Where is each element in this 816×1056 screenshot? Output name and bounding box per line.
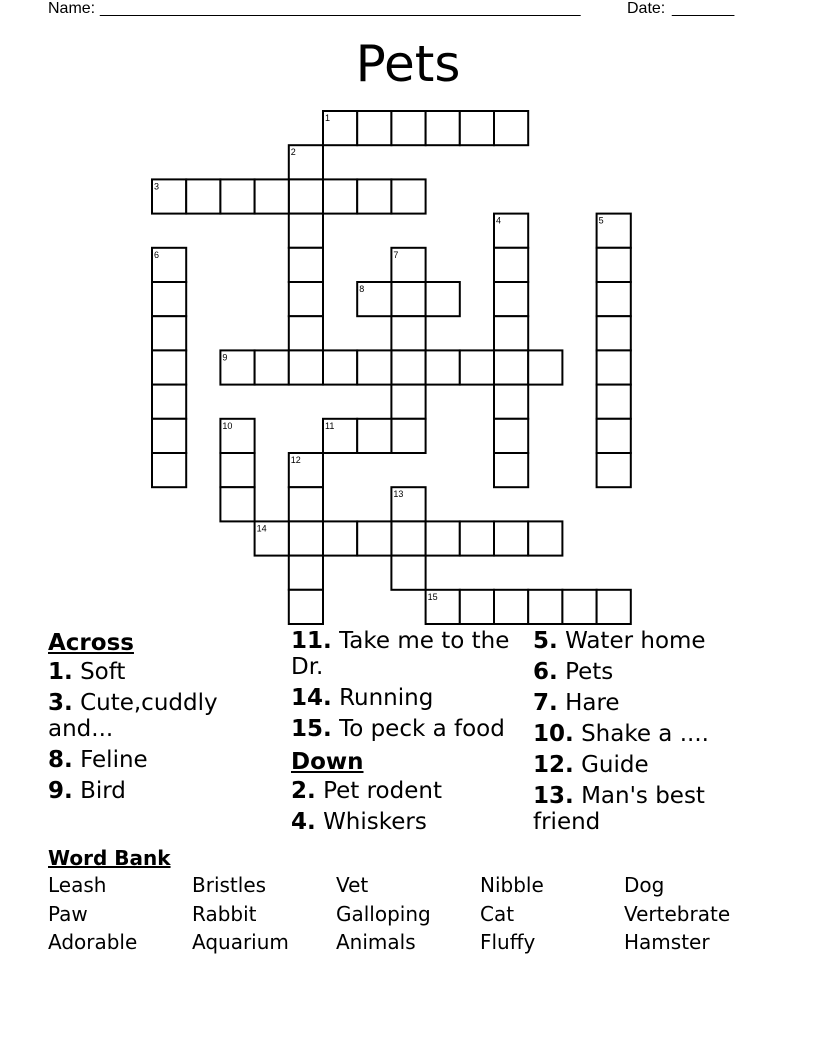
crossword-cell[interactable] xyxy=(152,316,186,350)
crossword-cell[interactable] xyxy=(220,350,254,384)
crossword-cell[interactable] xyxy=(255,179,289,213)
crossword-cell[interactable] xyxy=(289,282,323,316)
clue-across-14 xyxy=(291,685,526,711)
crossword-cell[interactable] xyxy=(494,385,528,419)
cell-number: 2 xyxy=(290,147,296,158)
crossword-cell[interactable] xyxy=(255,521,289,555)
crossword-cell[interactable] xyxy=(220,453,254,487)
cell-number: 7 xyxy=(393,249,399,260)
clue-number: 2. xyxy=(291,778,316,804)
clue-number: 1. xyxy=(48,659,73,685)
crossword-cell[interactable] xyxy=(323,111,357,145)
crossword-cell[interactable] xyxy=(597,248,631,282)
word-bank-item: Adorable xyxy=(48,930,138,954)
clue-across-15 xyxy=(291,716,526,742)
crossword-cell[interactable] xyxy=(494,590,528,624)
cell-number: 8 xyxy=(359,284,365,294)
crossword-cell[interactable] xyxy=(152,350,186,384)
crossword-cell[interactable] xyxy=(220,179,254,213)
crossword-cell[interactable] xyxy=(152,453,186,487)
crossword-cell[interactable] xyxy=(186,179,220,213)
crossword-cell[interactable] xyxy=(597,214,631,248)
clue-across-8 xyxy=(48,747,278,773)
clue-text: Guide xyxy=(581,752,649,778)
word-bank-item: Vet xyxy=(336,873,369,897)
crossword-cell[interactable] xyxy=(391,419,425,453)
clue-number: 5. xyxy=(533,628,558,654)
clue-down-5 xyxy=(533,628,773,654)
clue-number: 4. xyxy=(291,809,316,835)
clue-across-9 xyxy=(48,778,278,804)
crossword-cell[interactable] xyxy=(562,590,596,624)
cell-number: 6 xyxy=(154,249,160,260)
clue-down-10 xyxy=(533,721,773,747)
crossword-cell[interactable] xyxy=(494,248,528,282)
word-bank-item: Rabbit xyxy=(192,902,257,926)
crossword-cell[interactable] xyxy=(152,179,186,213)
crossword-cell[interactable] xyxy=(597,419,631,453)
crossword-cell[interactable] xyxy=(597,590,631,624)
clue-text: Shake a .... xyxy=(581,721,709,747)
crossword-cell[interactable] xyxy=(597,453,631,487)
crossword-cell[interactable] xyxy=(357,350,391,384)
crossword-cell[interactable] xyxy=(357,111,391,145)
crossword-cell[interactable] xyxy=(152,248,186,282)
cell-number: 13 xyxy=(393,489,404,500)
crossword-cell[interactable] xyxy=(289,214,323,248)
clue-text: Pet rodent xyxy=(323,778,442,804)
crossword-cell[interactable] xyxy=(426,111,460,145)
crossword-cell[interactable] xyxy=(391,385,425,419)
clue-down-2 xyxy=(291,778,526,804)
clue-text: Hare xyxy=(565,690,620,716)
crossword-cell[interactable] xyxy=(289,248,323,282)
clue-down-4 xyxy=(291,809,526,835)
crossword-cell[interactable] xyxy=(494,282,528,316)
clue-number: 7. xyxy=(533,690,558,716)
clue-text: Whiskers xyxy=(323,809,427,835)
crossword-cell[interactable] xyxy=(323,521,357,555)
cell-number: 4 xyxy=(496,215,502,226)
crossword-cell[interactable] xyxy=(597,385,631,419)
crossword-cell[interactable] xyxy=(528,350,562,384)
word-bank-item: Fluffy xyxy=(480,930,536,954)
cell-number: 3 xyxy=(154,181,160,192)
clue-text: Man's best friend xyxy=(533,783,705,835)
crossword-cell[interactable] xyxy=(426,521,460,555)
clue-number: 10. xyxy=(533,721,574,747)
across-heading: Across xyxy=(48,630,134,656)
clue-number: 13. xyxy=(533,783,574,809)
word-bank-item: Cat xyxy=(480,902,515,926)
crossword-cell[interactable] xyxy=(289,316,323,350)
clue-number: 11. xyxy=(291,628,332,654)
date-field[interactable]: _______ xyxy=(672,0,735,17)
cell-number: 15 xyxy=(427,591,438,602)
clue-column-3 xyxy=(533,628,773,840)
word-bank-item: Dog xyxy=(624,873,665,897)
crossword-cell[interactable] xyxy=(289,521,323,555)
crossword-cell[interactable] xyxy=(494,316,528,350)
clue-across-3 xyxy=(48,690,278,742)
clue-text: Pets xyxy=(565,659,614,685)
crossword-cell[interactable] xyxy=(152,419,186,453)
crossword-cell[interactable] xyxy=(426,590,460,624)
cell-number: 1 xyxy=(325,113,331,123)
clue-text: Bird xyxy=(80,778,126,804)
crossword-cell[interactable] xyxy=(152,385,186,419)
page-title: Pets xyxy=(355,35,461,93)
crossword-cell[interactable] xyxy=(289,590,323,624)
crossword-cell[interactable] xyxy=(357,521,391,555)
crossword-cell[interactable] xyxy=(323,419,357,453)
crossword-cell[interactable] xyxy=(494,350,528,384)
crossword-cell[interactable] xyxy=(391,556,425,590)
word-bank-item: Vertebrate xyxy=(624,902,731,926)
word-bank-title: Word Bank xyxy=(48,846,171,870)
clue-across-11 xyxy=(291,628,526,680)
crossword-cell[interactable] xyxy=(597,316,631,350)
crossword-cell[interactable] xyxy=(391,521,425,555)
crossword-cell[interactable] xyxy=(391,248,425,282)
crossword-cell[interactable] xyxy=(426,350,460,384)
crossword-cell[interactable] xyxy=(289,145,323,179)
crossword-cell[interactable] xyxy=(289,487,323,521)
crossword-cell[interactable] xyxy=(494,111,528,145)
crossword-cell[interactable] xyxy=(391,282,425,316)
crossword-cell[interactable] xyxy=(220,419,254,453)
date-label: Date: xyxy=(627,0,666,17)
clue-down-7 xyxy=(533,690,773,716)
cell-number: 9 xyxy=(222,352,228,363)
cell-number: 11 xyxy=(325,420,335,431)
crossword-cell[interactable] xyxy=(220,487,254,521)
crossword-cell[interactable] xyxy=(460,111,494,145)
crossword-cell[interactable] xyxy=(460,590,494,624)
word-bank-item: Leash xyxy=(48,873,107,897)
word-bank-item: Paw xyxy=(48,902,88,926)
clue-text: Feline xyxy=(80,747,148,773)
clue-number: 3. xyxy=(48,690,73,716)
clue-number: 6. xyxy=(533,659,558,685)
crossword-cell[interactable] xyxy=(494,453,528,487)
clue-text: Cute,cuddly and... xyxy=(48,690,218,742)
crossword-cell[interactable] xyxy=(494,521,528,555)
cell-number: 5 xyxy=(598,215,604,226)
crossword-cell[interactable] xyxy=(528,590,562,624)
header xyxy=(48,0,748,20)
word-bank-item: Bristles xyxy=(192,873,267,897)
name-label: Name: xyxy=(48,0,96,17)
word-bank-item: Animals xyxy=(336,930,416,954)
crossword-cell[interactable] xyxy=(597,282,631,316)
crossword-cell[interactable] xyxy=(289,453,323,487)
crossword-cell[interactable] xyxy=(391,487,425,521)
word-bank-item: Galloping xyxy=(336,902,431,926)
clue-column-2 xyxy=(291,628,526,840)
crossword-cell[interactable] xyxy=(357,282,391,316)
name-field[interactable]: ______________________________________________________ xyxy=(100,0,581,17)
cell-number: 14 xyxy=(256,523,267,534)
crossword-cell[interactable] xyxy=(597,350,631,384)
crossword-cell[interactable] xyxy=(391,111,425,145)
crossword-cell[interactable] xyxy=(391,179,425,213)
clue-down-6 xyxy=(533,659,773,685)
crossword-cell[interactable] xyxy=(289,556,323,590)
crossword-cell[interactable] xyxy=(391,316,425,350)
crossword-cell[interactable] xyxy=(255,350,289,384)
crossword-cell[interactable] xyxy=(494,419,528,453)
crossword-cell[interactable] xyxy=(357,179,391,213)
word-bank-item: Aquarium xyxy=(192,930,289,954)
crossword-cell[interactable] xyxy=(460,521,494,555)
clue-number: 12. xyxy=(533,752,574,778)
clue-number: 14. xyxy=(291,685,332,711)
clue-number: 15. xyxy=(291,716,332,742)
clue-number: 8. xyxy=(48,747,73,773)
crossword-cell[interactable] xyxy=(494,214,528,248)
crossword-cell[interactable] xyxy=(289,350,323,384)
clue-text: Take me to the Dr. xyxy=(291,628,510,680)
crossword-cell[interactable] xyxy=(460,350,494,384)
word-bank-item: Nibble xyxy=(480,873,544,897)
crossword-cell[interactable] xyxy=(391,350,425,384)
clue-text: Running xyxy=(339,685,434,711)
clue-column-1 xyxy=(48,628,278,809)
clue-down-12 xyxy=(533,752,773,778)
word-bank-item: Hamster xyxy=(624,930,710,954)
clue-across-1 xyxy=(48,659,278,685)
crossword-cell[interactable] xyxy=(357,419,391,453)
crossword-cell[interactable] xyxy=(323,179,357,213)
down-heading: Down xyxy=(291,749,364,775)
crossword-cell[interactable] xyxy=(152,282,186,316)
crossword-cell[interactable] xyxy=(426,282,460,316)
clue-text: Water home xyxy=(565,628,706,654)
crossword-cell[interactable] xyxy=(289,179,323,213)
clue-number: 9. xyxy=(48,778,73,804)
crossword-cell[interactable] xyxy=(528,521,562,555)
clue-text: To peck a food xyxy=(339,716,505,742)
crossword-cell[interactable] xyxy=(323,350,357,384)
clue-down-13 xyxy=(533,783,773,835)
cell-number: 12 xyxy=(290,455,301,465)
cell-number: 10 xyxy=(222,420,233,431)
clue-text: Soft xyxy=(80,659,126,685)
